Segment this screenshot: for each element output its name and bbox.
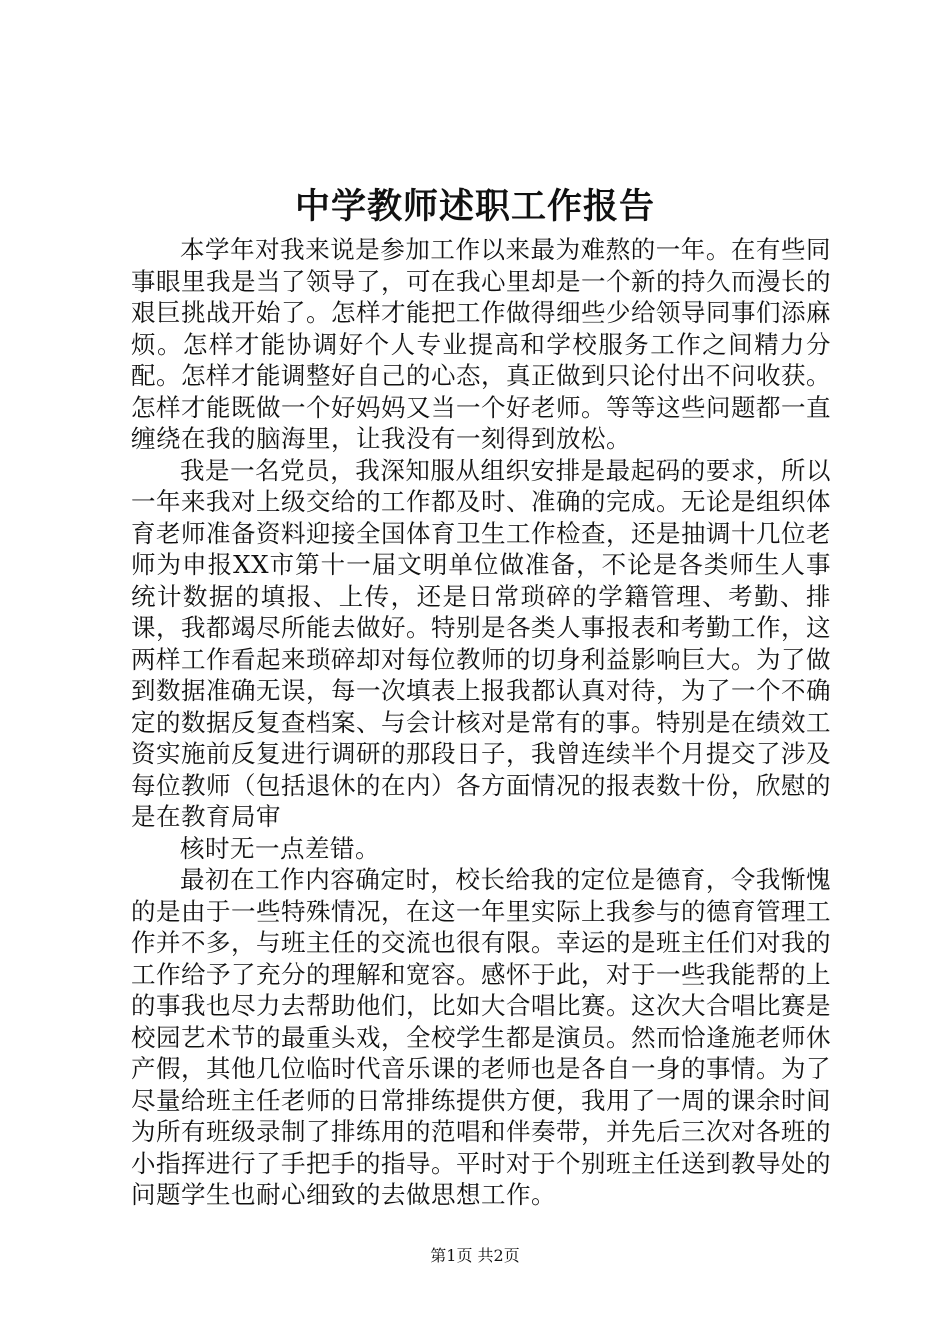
document-title: 中学教师述职工作报告 <box>294 186 655 227</box>
paragraph: 我是一名党员，我深知服从组织安排是最起码的要求，所以一年来我对上级交给的工作都及时、准确的完成。无论是组织体育老师准备资料迎接全国体育卫生工作检查，还是抽调十几位老师为申报XX市第十一届文明单位做准备，不论是各类师生人事统计数据的填报、上传，还是日常琐碎的学籍管理、考勤、排课，我都竭尽所能去做好。特别是各类人事报表和考勤工作，这两样工作看起来琐碎却对每位教师的切身利益影响巨大。为了做到数据准确无误，每一次填表上报我都认真对待，为了一个不确定的数据反复查档案、与会计核对是常有的事。特别是在绩效工资实施前反复进行调研的那段日子，我曾连续半个月提交了涉及每位教师（包括退休的在内）各方面情况的报表数十份，欣慰的是在教育局审 <box>131 455 831 831</box>
paragraph: 核时无一点差错。 <box>180 833 380 863</box>
page-number-footer: 第1页 共2页 <box>430 1246 520 1265</box>
document-body <box>131 234 831 1211</box>
paragraph: 本学年对我来说是参加工作以来最为难熬的一年。在有些同事眼里我是当了领导了，可在我心里却是一个新的持久而漫长的艰巨挑战开始了。怎样才能把工作做得细些少给领导同事们添麻烦。怎样才能协调好个人专业提高和学校服务工作之间精力分配。怎样才能调整好自己的心态，真正做到只论付出不问收获。怎样才能既做一个好妈妈又当一个好老师。等等这些问题都一直缠绕在我的脑海里，让我没有一刻得到放松。 <box>131 235 831 453</box>
paragraph: 最初在工作内容确定时，校长给我的定位是德育，令我惭愧的是由于一些特殊情况，在这一年里实际上我参与的德育管理工作并不多，与班主任的交流也很有限。幸运的是班主任们对我的工作给予了充分的理解和宽容。感怀于此，对于一些我能帮的上的事我也尽力去帮助他们，比如大合唱比赛。这次大合唱比赛是校园艺术节的最重头戏，全校学生都是演员。然而恰逢施老师休产假，其他几位临时代音乐课的老师也是各自一身的事情。为了尽量给班主任老师的日常排练提供方便，我用了一周的课余时间为所有班级录制了排练用的范唱和伴奏带，并先后三次对各班的小指挥进行了手把手的指导。平时对于个别班主任送到教导处的问题学生也耐心细致的去做思想工作。 <box>131 865 831 1209</box>
